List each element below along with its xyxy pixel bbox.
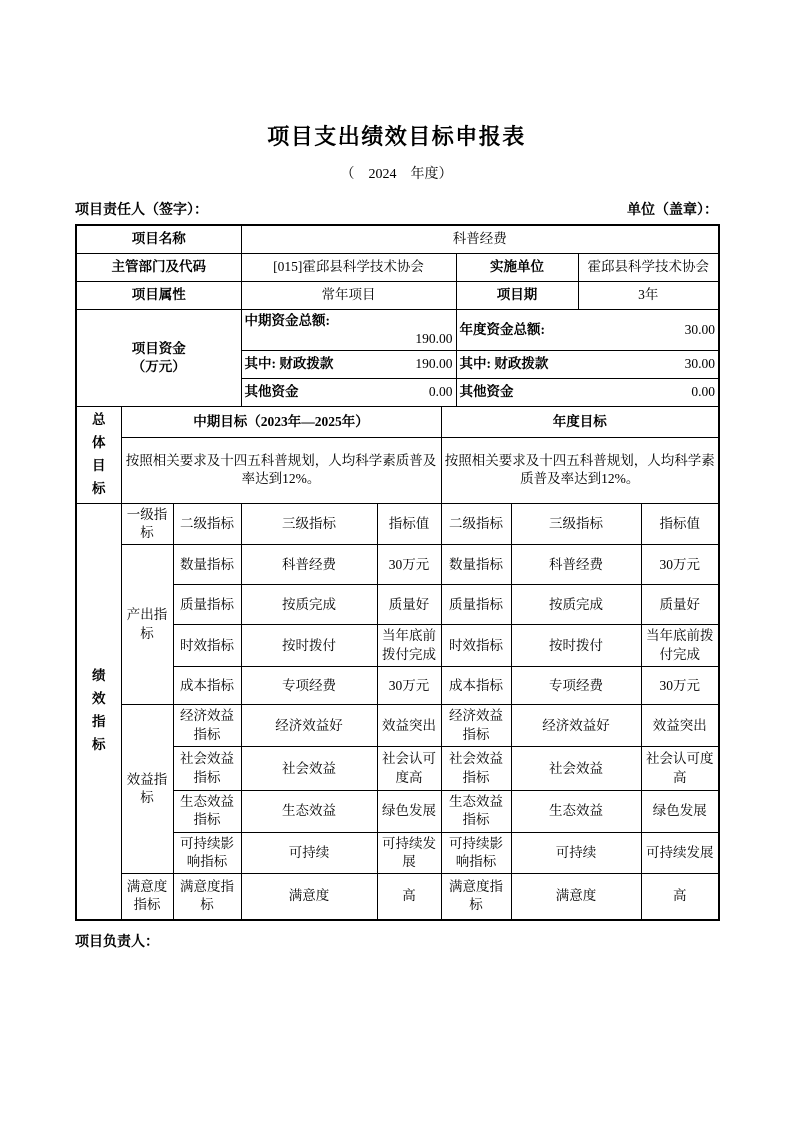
impl-unit-label-cell: 实施单位 [456,253,578,281]
funds-label-cell [76,309,241,406]
indicator-l3b-cell: 生态效益 [511,791,641,832]
indicator-l3-cell: 社会效益 [241,747,377,791]
perf-indicator-side-label: 绩效指标 [92,668,106,753]
funds-year-fiscal-value: 30.00 [684,356,716,372]
funds-label-line2: （万元） [131,358,186,374]
indicator-l3b-cell: 科普经费 [511,545,641,585]
unit-seal-label: 单位（盖章）： [627,203,718,218]
indicator-l3-cell: 可持续 [241,832,377,873]
funds-year-other-value: 0.00 [691,384,716,400]
header-l2-cell: 二级指标 [173,503,241,544]
project-name-label-cell: 项目名称 [76,225,241,253]
indicator-l3-cell: 经济效益好 [241,705,377,747]
funds-mid-fiscal-value: 190.00 [415,356,453,372]
indicator-l3-cell: 按时拨付 [241,625,377,667]
indicator-value-cell: 效益突出 [377,705,441,747]
header-l1-cell: 一级指标 [121,503,173,544]
funds-mid-total-label: 中期资金总额: [244,312,330,328]
funds-mid-total-cell [241,309,456,350]
indicator-valueb-cell: 30万元 [641,545,719,585]
indicator-l2b-cell: 质量指标 [441,585,511,625]
indicator-valueb-cell: 可持续发展 [641,832,719,873]
indicator-value-cell: 30万元 [377,545,441,585]
overall-goal-side-label: 总体目标 [92,411,106,496]
indicator-l3-cell: 专项经费 [241,667,377,705]
responsible-person-sign-label: 项目责任人（签字）： [75,203,208,218]
indicator-value-cell: 高 [377,874,441,920]
indicator-row [76,585,719,625]
indicator-l3b-cell: 按时拨付 [511,625,641,667]
indicator-l2-cell: 数量指标 [173,545,241,585]
year-goal-header-cell: 年度目标 [441,406,719,437]
project-name-value-cell: 科普经费 [241,225,719,253]
header-l2b-cell: 二级指标 [441,503,511,544]
indicator-l2-cell: 经济效益指标 [173,705,241,747]
indicator-l2-cell: 质量指标 [173,585,241,625]
signature-row [75,199,718,219]
attr-value-cell: 常年项目 [241,281,456,309]
funds-year-other-cell [456,378,719,406]
indicator-value-cell: 可持续发展 [377,832,441,873]
dept-code-label-cell: 主管部门及代码 [76,253,241,281]
row-dept [76,253,719,281]
indicator-valueb-cell: 质量好 [641,585,719,625]
indicator-value-cell: 社会认可度高 [377,747,441,791]
group-benefit-cell: 效益指标 [121,705,173,874]
indicator-l3b-cell: 社会效益 [511,747,641,791]
indicator-value-cell: 质量好 [377,585,441,625]
funds-mid-fiscal-label: 其中: 财政拨款 [244,356,334,372]
indicator-l3-cell: 科普经费 [241,545,377,585]
attr-label-cell: 项目属性 [76,281,241,309]
funds-label-line1: 项目资金 [131,340,186,356]
indicator-valueb-cell: 效益突出 [641,705,719,747]
header-valb-cell: 指标值 [641,503,719,544]
row-project-name [76,225,719,253]
funds-mid-other-label: 其他资金 [244,384,299,400]
form-title: 项目支出绩效目标申报表 [267,124,526,149]
project-leader-label: 项目负责人： [75,934,159,950]
indicator-l2-cell: 成本指标 [173,667,241,705]
indicator-row [76,747,719,791]
indicator-l3-cell: 满意度 [241,874,377,920]
indicator-value-cell: 30万元 [377,667,441,705]
indicator-valueb-cell: 高 [641,874,719,920]
funds-mid-other-cell [241,378,456,406]
indicator-value-cell: 绿色发展 [377,791,441,832]
indicator-row [76,625,719,667]
impl-unit-value-cell: 霍邱县科学技术协会 [578,253,719,281]
funds-year-fiscal-label: 其中: 财政拨款 [459,356,549,372]
year-goal-text-cell: 按照相关要求及十四五科普规划，人均科学素质普及率达到12%。 [441,437,719,503]
period-value-cell: 3年 [578,281,719,309]
mid-goal-header-cell: 中期目标（2023年—2025年） [121,406,441,437]
indicator-l2b-cell: 成本指标 [441,667,511,705]
indicator-l3b-cell: 经济效益好 [511,705,641,747]
header-l3b-cell: 三级指标 [511,503,641,544]
indicator-l3b-cell: 满意度 [511,874,641,920]
indicator-l3b-cell: 可持续 [511,832,641,873]
indicator-l2-cell: 满意度指标 [173,874,241,920]
indicator-l3b-cell: 按质完成 [511,585,641,625]
funds-year-fiscal-cell [456,350,719,378]
indicator-value-cell: 当年底前拨付完成 [377,625,441,667]
funds-mid-other-value: 0.00 [428,384,453,400]
indicator-l2b-cell: 生态效益指标 [441,791,511,832]
overall-goal-side-cell [76,406,121,503]
group-output-cell: 产出指标 [121,545,173,705]
form-page [75,0,718,951]
dept-code-value-cell: [015]霍邱县科学技术协会 [241,253,456,281]
indicator-row [76,791,719,832]
indicator-l2b-cell: 可持续影响指标 [441,832,511,873]
indicator-l2b-cell: 满意度指标 [441,874,511,920]
indicator-l2b-cell: 经济效益指标 [441,705,511,747]
funds-year-other-label: 其他资金 [459,384,514,400]
row-overall-text [76,437,719,503]
indicator-l3-cell: 按质完成 [241,585,377,625]
indicator-l2b-cell: 数量指标 [441,545,511,585]
row-overall-header [76,406,719,437]
indicator-l2-cell: 可持续影响指标 [173,832,241,873]
indicator-row [76,545,719,585]
row-indicator-header [76,503,719,544]
indicator-l2-cell: 生态效益指标 [173,791,241,832]
form-year-subtitle: （ 2024 年度） [340,167,453,182]
indicator-valueb-cell: 30万元 [641,667,719,705]
indicator-l2b-cell: 社会效益指标 [441,747,511,791]
indicator-l2-cell: 时效指标 [173,625,241,667]
indicator-row [76,832,719,873]
indicator-row [76,874,719,920]
indicator-row [76,705,719,747]
funds-year-total-label: 年度资金总额: [459,321,545,337]
row-attr [76,281,719,309]
header-l3-cell: 三级指标 [241,503,377,544]
perf-indicator-side-cell [76,503,121,919]
funds-year-total-value: 30.00 [684,321,716,337]
period-label-cell: 项目期 [456,281,578,309]
indicator-valueb-cell: 当年底前拨付完成 [641,625,719,667]
indicator-row [76,667,719,705]
indicator-l2b-cell: 时效指标 [441,625,511,667]
indicator-l3-cell: 生态效益 [241,791,377,832]
indicator-l2-cell: 社会效益指标 [173,747,241,791]
mid-goal-text-cell: 按照相关要求及十四五科普规划，人均科学素质普及率达到12%。 [121,437,441,503]
indicator-valueb-cell: 绿色发展 [641,791,719,832]
header-val-cell: 指标值 [377,503,441,544]
row-funds-1 [76,309,719,350]
funds-mid-total-value: 190.00 [415,330,453,346]
declaration-table [75,224,720,921]
indicator-valueb-cell: 社会认可度高 [641,747,719,791]
funds-mid-fiscal-cell [241,350,456,378]
funds-year-total-cell [456,309,719,350]
group-satisfaction-cell: 满意度指标 [121,874,173,920]
indicator-l3b-cell: 专项经费 [511,667,641,705]
